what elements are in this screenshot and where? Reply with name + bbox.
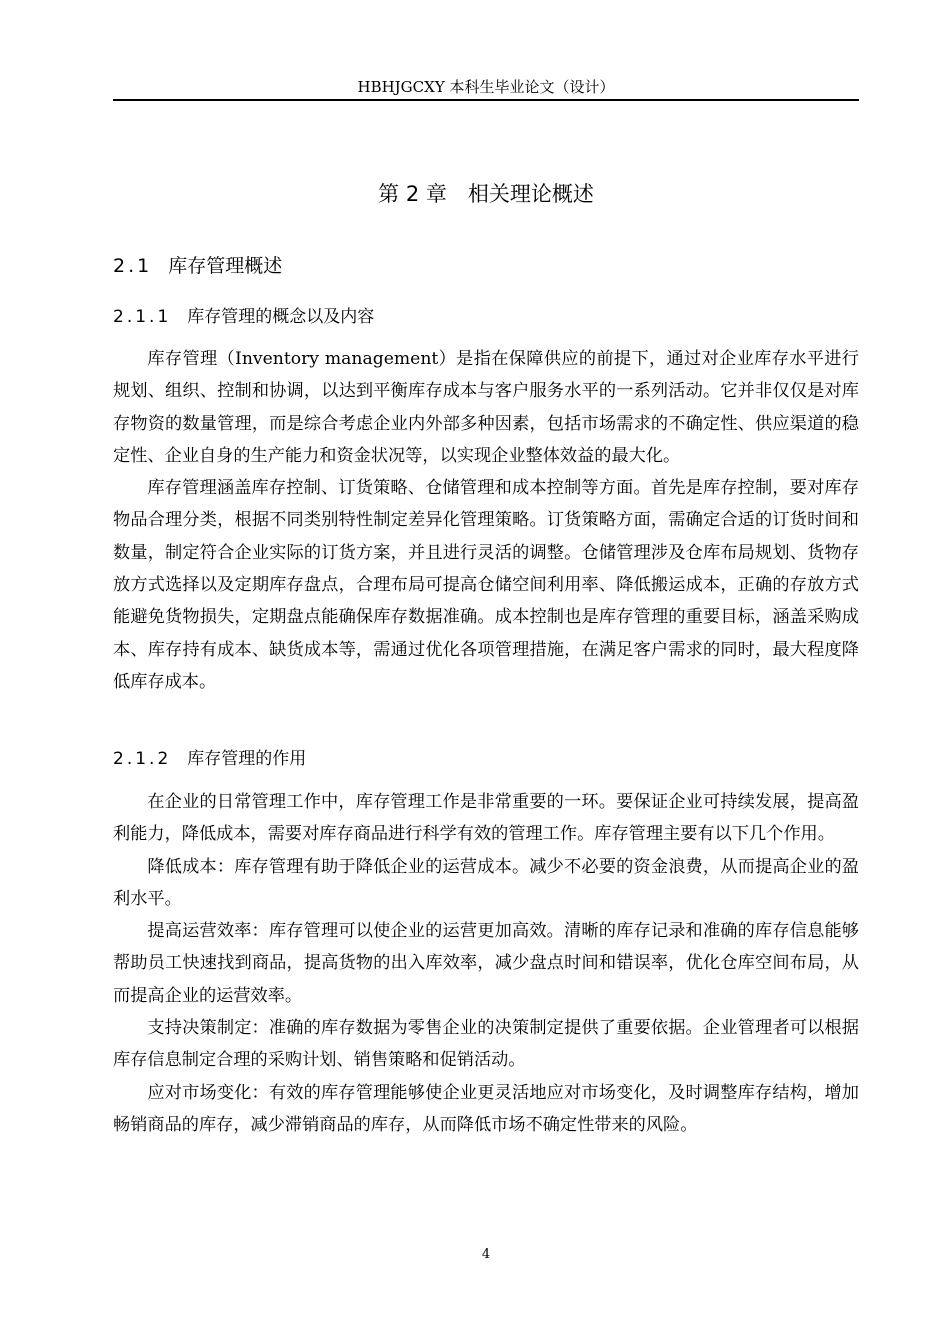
section-number: 2.1.1 [113,307,172,327]
page-number: 4 [481,1247,491,1262]
paragraph: 应对市场变化：有效的库存管理能够使企业更灵活地应对市场变化，及时调整库存结构，增加畅销商品的库存，减少滞销商品的库存，从而降低市场不确定性带来的风险。 [113,1082,859,1135]
section-number: 2.1.2 [113,749,172,769]
paragraph: 提高运营效率：库存管理可以使企业的运营更加高效。清晰的库存记录和准确的库存信息能够帮助员工快速找到商品，提高货物的出入库效率，减少盘点时间和错误率，优化仓库空间布局，从而提高企业的运营效率。 [113,921,859,1006]
paragraph: 库存管理（Inventory management）是指在保障供应的前提下，通过对企业库存水平进行规划、组织、控制和协调，以达到平衡库存成本与客户服务水平的一系列活动。它并非仅仅是对库存物资的数量管理，而是综合考虑企业内外部多种因素，包括市场需求的不确定性、供应渠道的稳定性、企业自身的生产能力和资金状况等，以实现企业整体效益的最大化。 [113,349,859,466]
section-title: 库存管理的作用 [187,749,307,769]
section-2-1-1-body [113,343,859,698]
page-header: HBHJGCXY 本科生毕业论文（设计） [357,78,615,96]
section-number: 2.1 [113,255,153,277]
section-2-1-2-body [113,786,859,1141]
section-heading-2-1-2 [113,745,306,773]
chapter-title: 第 2 章 相关理论概述 [378,182,594,206]
section-heading-2-1-1 [113,303,374,331]
section-title: 库存管理概述 [168,255,283,277]
paragraph: 降低成本：库存管理有助于降低企业的运营成本。减少不必要的资金浪费，从而提高企业的盈利水平。 [113,856,859,909]
paragraph: 支持决策制定：准确的库存数据为零售企业的决策制定提供了重要依据。企业管理者可以根据库存信息制定合理的采购计划、销售策略和促销活动。 [113,1018,859,1071]
paragraph: 在企业的日常管理工作中，库存管理工作是非常重要的一环。要保证企业可持续发展，提高盈利能力，降低成本，需要对库存商品进行科学有效的管理工作。库存管理主要有以下几个作用。 [113,792,859,845]
section-title: 库存管理的概念以及内容 [187,307,375,327]
section-heading-2-1 [113,251,282,281]
header-divider [113,99,859,101]
paragraph: 库存管理涵盖库存控制、订货策略、仓储管理和成本控制等方面。首先是库存控制，要对库存物品合理分类，根据不同类别特性制定差异化管理策略。订货策略方面，需确定合适的订货时间和数量，制定符合企业实际的订货方案，并且进行灵活的调整。仓储管理涉及仓库布局规划、货物存放方式选择以及定期库存盘点，合理布局可提高仓储空间利用率、降低搬运成本，正确的存放方式能避免货物损失，定期盘点能确保库存数据准确。成本控制也是库存管理的重要目标，涵盖采购成本、库存持有成本、缺货成本等，需通过优化各项管理措施，在满足客户需求的同时，最大程度降低库存成本。 [113,478,859,692]
